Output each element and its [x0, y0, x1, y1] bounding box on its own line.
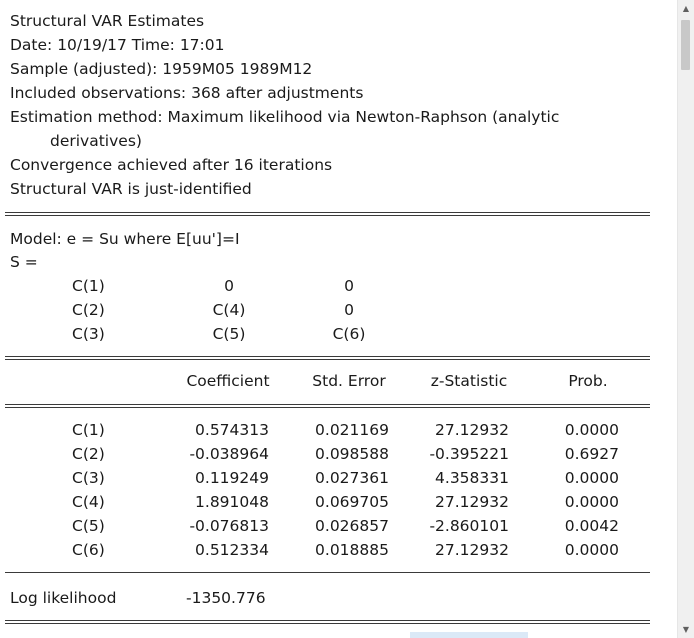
row-label: C(4) — [72, 493, 105, 511]
prob-value: 0.0000 — [564, 469, 619, 487]
column-header-z-statistic: z-Statistic — [430, 372, 508, 390]
row-label: C(3) — [72, 469, 105, 487]
matrix-cell: C(6) — [332, 325, 366, 343]
std-error-value: 0.098588 — [315, 445, 389, 463]
prob-value: 0.0000 — [564, 493, 619, 511]
matrix-cell: 0 — [344, 277, 354, 295]
coefficient-value: -0.076813 — [189, 517, 269, 535]
z-statistic-value: 4.358331 — [435, 469, 509, 487]
method-line-cont: derivatives) — [50, 132, 142, 150]
z-statistic-value: 27.12932 — [435, 493, 509, 511]
z-statistic-value: 27.12932 — [435, 421, 509, 439]
divider — [5, 356, 650, 360]
z-statistic-value: -2.860101 — [429, 517, 509, 535]
coefficient-value: 1.891048 — [195, 493, 269, 511]
std-error-value: 0.018885 — [315, 541, 389, 559]
matrix-cell: C(5) — [212, 325, 246, 343]
coefficient-value: 0.574313 — [195, 421, 269, 439]
sample-line: Sample (adjusted): 1959M05 1989M12 — [10, 60, 313, 78]
matrix-cell: C(3) — [72, 325, 105, 343]
row-label: C(1) — [72, 421, 105, 439]
row-label: C(2) — [72, 445, 105, 463]
std-error-value: 0.027361 — [315, 469, 389, 487]
arrow-up-icon[interactable]: ▲ — [682, 4, 690, 13]
z-statistic-value: -0.395221 — [429, 445, 509, 463]
coefficient-value: 0.512334 — [195, 541, 269, 559]
matrix-cell: C(1) — [72, 277, 105, 295]
std-error-value: 0.069705 — [315, 493, 389, 511]
vertical-scrollbar[interactable] — [677, 0, 694, 638]
row-label: C(6) — [72, 541, 105, 559]
output-title: Structural VAR Estimates — [10, 12, 205, 30]
matrix-cell: C(2) — [72, 301, 105, 319]
scrollbar-thumb[interactable] — [681, 20, 690, 70]
prob-value: 0.0000 — [564, 421, 619, 439]
convergence-line: Convergence achieved after 16 iterations — [10, 156, 333, 174]
selection-highlight — [410, 632, 528, 638]
identification-line: Structural VAR is just-identified — [10, 180, 252, 198]
std-error-value: 0.026857 — [315, 517, 389, 535]
log-likelihood-value: -1350.776 — [186, 589, 266, 607]
prob-value: 0.6927 — [564, 445, 619, 463]
row-label: C(5) — [72, 517, 105, 535]
s-matrix-label: S = — [10, 253, 38, 271]
z-statistic-value: 27.12932 — [435, 541, 509, 559]
column-header-coefficient: Coefficient — [186, 372, 270, 390]
date-time-line: Date: 10/19/17 Time: 17:01 — [10, 36, 225, 54]
matrix-cell: 0 — [224, 277, 234, 295]
column-header-prob: Prob. — [568, 372, 608, 390]
observations-line: Included observations: 368 after adjustments — [10, 84, 364, 102]
std-error-value: 0.021169 — [315, 421, 389, 439]
divider — [5, 572, 650, 573]
divider — [5, 620, 650, 624]
divider — [5, 212, 650, 216]
arrow-down-icon[interactable]: ▼ — [682, 625, 690, 634]
matrix-cell: 0 — [344, 301, 354, 319]
divider — [5, 404, 650, 408]
matrix-cell: C(4) — [212, 301, 246, 319]
coefficient-value: -0.038964 — [189, 445, 269, 463]
method-line: Estimation method: Maximum likelihood via Newton-Raphson (analytic — [10, 108, 560, 126]
column-header-std-error: Std. Error — [312, 372, 386, 390]
log-likelihood-label: Log likelihood — [10, 589, 117, 607]
prob-value: 0.0000 — [564, 541, 619, 559]
model-equation: Model: e = Su where E[uu']=I — [10, 230, 240, 248]
prob-value: 0.0042 — [564, 517, 619, 535]
coefficient-value: 0.119249 — [195, 469, 269, 487]
